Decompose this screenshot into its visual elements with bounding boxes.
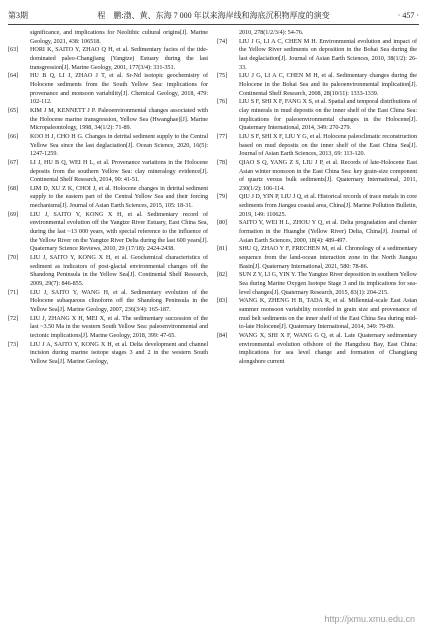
reference-text: SAITO Y, WEI H L, ZHOU Y Q, et al. Delta progradation and chenier formation in the Huanghe (Yellow River) Delta, China[J]. Journal of Asian Earth Sciences, 2000, 18(4): 489-497. [239, 219, 417, 244]
reference-text: LIU J, ZHANG X H, MEI X, et al. The sedimentary succession of the last ~3.50 Ma in the western South Yellow Sea: paleoenvironmental and tectonic implications[J]. Marine Geology, 2018, 399: 47-65. [30, 314, 208, 339]
left-reference-column [8, 29, 208, 367]
reference-entry [217, 297, 417, 332]
reference-number: [79] [217, 193, 228, 201]
reference-number: [77] [217, 132, 228, 140]
reference-number: [75] [217, 72, 228, 80]
reference-number: [81] [217, 245, 228, 253]
reference-entry [8, 289, 208, 315]
reference-entry [8, 72, 208, 107]
reference-number: [68] [8, 184, 19, 192]
reference-entry [217, 38, 417, 73]
reference-continuation: 2010, 278(1/2/3/4): 54-76. [239, 29, 304, 36]
reference-number: [65] [8, 106, 19, 114]
reference-text: QIAO S Q, YANG Z S, LIU J P, et al. Records of late-Holocene East Asian winter monsoon in the East China Sea: key grain-size component of quartz versus bulk sediments[J]. Quaternary International, 2011, 230(1/2): 106-114. [239, 158, 417, 192]
reference-number: [82] [217, 271, 228, 279]
reference-text: LIU J, SAITO Y, KONG X H, et al. Geochemical characteristics of sediment as indicators of post-glacial environmental changes off the Shandong Peninsula in the Yellow Sea[J]. Continental Shelf Research, 2009, 29(7): 846-855. [30, 254, 208, 288]
reference-number: [71] [8, 288, 19, 296]
reference-entry [8, 133, 208, 159]
reference-text: SHU Q, ZHAO Y F, FRECHEN M, et al. Chronology of a sedimentary sequence from the land-ocean interaction zone in the North Jiangsu Basin[J]. Quaternary International, 2021, 580: 78-86. [239, 245, 417, 270]
reference-number: [66] [8, 132, 19, 140]
reference-number: [80] [217, 219, 228, 227]
reference-text: LIU S F, SHI X F, LIU Y G, et al. Holocene paleoclimatic reconstruction based on mud deposits on the inner shelf of the East China Sea[J]. Journal of Asian Earth Sciences, 2013, 69: 113-120. [239, 132, 417, 158]
reference-text: QIU J D, YIN P, LIU J Q, et al. Historical records of trace metals in core sediments from Jiangsu coastal area, China[J]. Marine Pollution Bulletin, 2019, 149: 110625. [239, 193, 417, 218]
right-reference-column [217, 29, 417, 367]
page-number: · 457 · [397, 11, 419, 20]
reference-number: [73] [8, 340, 19, 348]
reference-number: [67] [8, 158, 19, 166]
reference-text: WANG K, ZHENG H B, TADA R, et al. Millennial-scale East Asian summer monsoon variability recorded in grain size and provenance of mud belt sediments on the inner shelf of the East China Sea during mid-to-late Holocene[J]. Quaternary International, 2014, 349: 79-89. [239, 297, 417, 331]
reference-text: SUN Z Y, LI G, YIN Y. The Yangtze River deposition in southern Yellow Sea during Marine Oxygen Isotope Stage 3 and its implications for sea-level changes[J]. Quaternary Research, 2015, 83(1): 204-215. [239, 271, 417, 296]
reference-entry [217, 98, 417, 133]
reference-entry [217, 332, 417, 367]
reference-text: KOO H J, CHO H G. Changes in detrital sediment supply to the Central Yellow Sea since the last deglaciation[J]. Ocean Science, 2020, 16(5): 1247-1259. [30, 132, 208, 158]
reference-text: LIM D, XU Z K, CHOI J, et al. Holocene changes in detrital sediment supply to the eastern part of the Central Yellow Sea and their forcing mechanisms[J]. Journal of Asian Earth Sciences, 2015, 105: 18-31. [30, 184, 208, 210]
reference-text: WANG X, SHI X F, WANG G Q, et al. Late Quaternary sedimentary environmental evolution offshore of the Hangzhou Bay, East China: implications for sea level change and formation of Changjiang alongshore current [239, 331, 417, 365]
reference-text: KIM J M, KENNETT J P. Paleoenvironmental changes associated with the Holocene marine transgression, Yellow Sea (Hwanghae)[J]. Marine Micropaleontology, 1998, 34(1/2): 71-89. [30, 106, 208, 132]
reference-number: [70] [8, 254, 19, 262]
reference-entry [217, 271, 417, 297]
reference-text: LIU J G, LI A C, CHEN M H, et al. Sedimentary changes during the Holocene in the Bohai Sea and its paleoenvironmental implication[J]. Continental Shelf Research, 2008, 28(10/11): 1333-1339. [239, 72, 417, 97]
reference-entry [217, 159, 417, 194]
reference-entry [8, 185, 208, 211]
reference-text: LIU J, SAITO Y, WANG H, et al. Sedimentary evolution of the Holocene subaqueous clinoform off the Shandong Peninsula in the Yellow Sea[J]. Marine Geology, 2007, 236(3/4): 165-187. [30, 288, 208, 313]
reference-text: LIU J G, LI A C, CHEN M H. Environmental evolution and impact of the Yellow River sediments on deposition in the Bohai Sea during the last deglaciation[J]. Journal of Asian Earth Sciences, 2010, 38(1/2): 26-33. [239, 37, 417, 71]
issue-label: 第3期 [8, 11, 28, 20]
watermark-url: http://jxmu.xmu.edu.cn [324, 614, 415, 624]
running-title: 程 鹏:渤、黄、东海 7 000 年以来海岸线和海底沉积物厚度的演变 [97, 11, 330, 20]
reference-entry [8, 107, 208, 133]
reference-number: [63] [8, 46, 19, 54]
reference-number: [84] [217, 331, 228, 339]
reference-number: [74] [217, 37, 228, 45]
reference-entry [217, 219, 417, 245]
reference-entry [217, 72, 417, 98]
reference-entry [8, 159, 208, 185]
page-header [8, 8, 419, 25]
reference-entry [8, 46, 208, 72]
reference-entry [8, 341, 208, 367]
reference-text: LI J, HU B Q, WEI H L, et al. Provenance variations in the Holocene deposits from the southern Yellow Sea: clay mineralogy evidence[J]. Continental Shelf Research, 2014, 90: 41-51. [30, 158, 208, 184]
reference-number: [64] [8, 72, 19, 80]
reference-text: HORI K, SAITO Y, ZHAO Q H, et al. Sedimentary facies of the tide-dominated paleo-Changjiang (Yangtze) Estuary during the last transgression[J]. Marine Geology, 2001, 177(3/4): 331-351. [30, 46, 208, 71]
reference-entry [8, 315, 208, 341]
reference-text: LIU J A, SAITO Y, KONG X H, et al. Delta development and channel incision during marine isotope stages 3 and 2 in the western South Yellow Sea[J]. Marine Geology, [30, 340, 208, 365]
reference-number: [83] [217, 297, 228, 305]
reference-entry [217, 245, 417, 271]
reference-number: [72] [8, 314, 19, 322]
reference-number: [69] [8, 210, 19, 218]
reference-text: LIU J, SAITO Y, KONG X H, et al. Sedimentary record of environmental evolution off the Yangtze River Estuary, East China Sea, during the last ~13 000 years, with special reference to the influence of the Yellow River on the Yangtze River Delta during the last 600 years[J]. Quaternary Science Reviews, 2010, 29 (17/18): 2424-2438. [30, 210, 208, 253]
reference-number: [76] [217, 98, 228, 106]
reference-number: [78] [217, 158, 228, 166]
reference-text: LIU S F, SHI X F, FANG X S, et al. Spatial and temporal distributions of clay minerals in mud deposits on the inner shelf of the East China Sea: implications for paleoenvironmental changes in the Holocene[J]. Quaternary International, 2014, 349: 270-279. [239, 98, 417, 132]
reference-entry [217, 193, 417, 219]
reference-entry [217, 133, 417, 159]
reference-continuation: significance, and implications for Neolithic cultural origins[J]. Marine Geology, 2021, 438: 106518. [30, 29, 208, 45]
reference-text: HU B Q, LI J, ZHAO J T, et al. Sr-Nd isotopic geochemistry of Holocene sediments from the South Yellow Sea: implications for provenance and monsoon variability[J]. Chemical Geology, 2018, 479: 102-112. [30, 72, 208, 106]
reference-entry [8, 254, 208, 289]
reference-entry [8, 211, 208, 254]
